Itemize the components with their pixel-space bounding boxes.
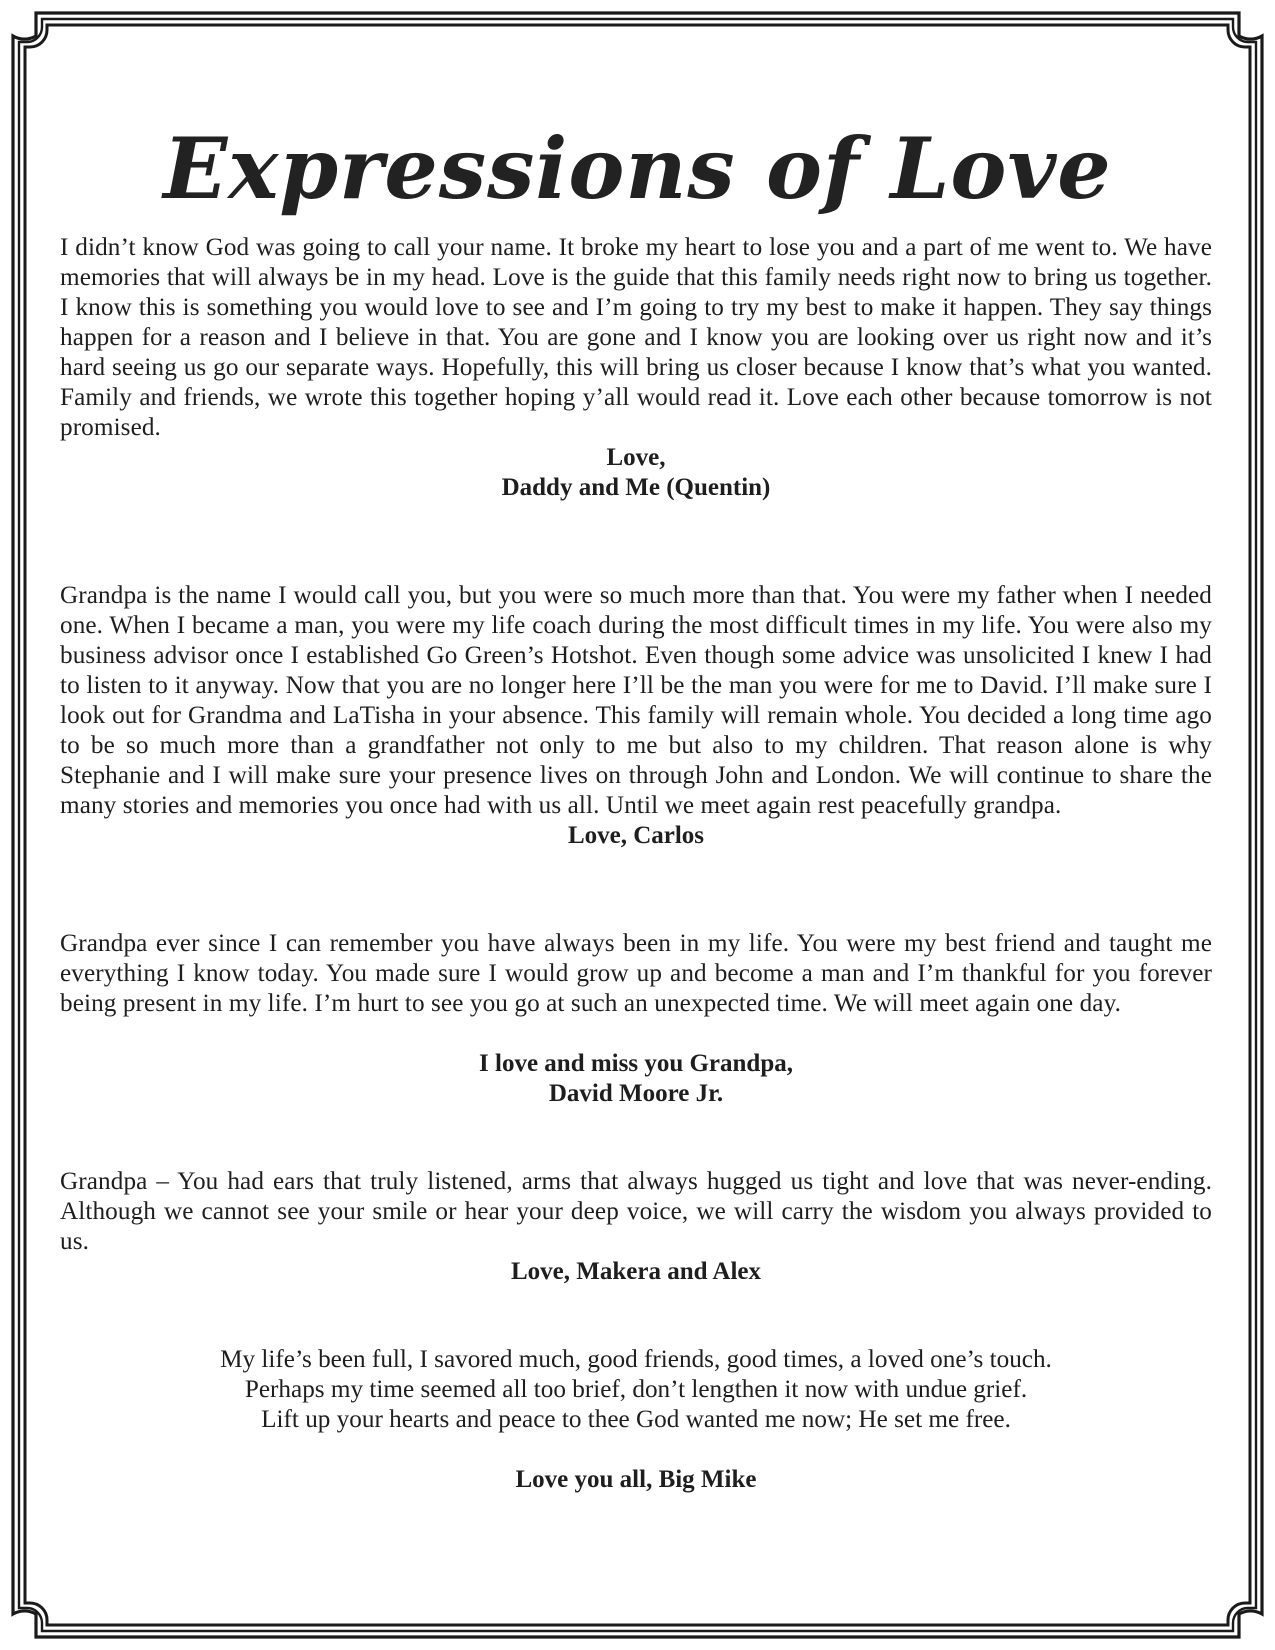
spacer [60,1435,1212,1465]
tribute-signature: Love, Carlos [567,822,705,849]
poem-signature: Love you all, Big Mike [515,1466,757,1493]
page-title: Expressions of Love [163,119,1112,219]
tribute-carlos [60,581,1212,851]
tribute-body: Grandpa is the name I would call you, but you were so much more than that. You were my father when I needed one. When I became a man, you were my life coach during the most difficult times in my life. You were also my business advisor once I established Go Green’s Hotshot. Even though some advice was unsolicited I knew I had to listen to it anyway. Now that you are no longer here I’ll be the man you were for me to David. I’ll make sure I look out for Grandma and LaTisha in your absence. This family will remain whole. You decided a long time ago to be so much more than a grandfather not only to me but also to my children. That reason alone is why Stephanie and I will make sure your presence lives on through John and London. We will continue to share the many stories and memories you once had with us all. Until we meet again rest peacefully grandpa. [60,582,1212,819]
tribute-body: Grandpa – You had ears that truly listened, arms that always hugged us tight and love that was never-ending. Although we cannot see your smile or hear your deep voice, we will carry the wisdom you always provided to us. [60,1168,1212,1255]
poem-line: Lift up your hearts and peace to thee God wanted me now; He set me free. [261,1406,1011,1433]
spacer [60,851,1212,929]
tribute-signature: David Moore Jr. [548,1080,724,1107]
spacer [60,503,1212,581]
tribute-body: Grandpa ever since I can remember you have always been in my life. You were my best friend and taught me everything I know today. You made sure I would grow up and become a man and I’m thankful for you forever being present in my life. I’m hurt to see you go at such an unexpected time. We will meet again one day. [60,930,1212,1017]
tribute-body: I didn’t know God was going to call your name. It broke my heart to lose you and a part of me went to. We have memories that will always be in my head. Love is the guide that this family needs right now to bring us together. I know this is something you would love to see and I’m going to try my best to make it happen. They say things happen for a reason and I believe in that. You are gone and I know you are looking over us right now and it’s hard seeing us go our separate ways. Hopefully, this will bring us closer because I know that’s what you wanted. Family and friends, we wrote this together hoping y’all would read it. Love each other because tomorrow is not promised. [60,234,1212,441]
poem-big-mike [60,1345,1212,1495]
tribute-david-moore-jr [60,929,1212,1109]
tribute-signature: Daddy and Me (Quentin) [501,474,771,501]
tribute-makera-alex [60,1167,1212,1287]
poem-line: Perhaps my time seemed all too brief, don’t lengthen it now with undue grief. [244,1376,1028,1403]
tribute-signature: Love, [606,444,666,471]
spacer [60,1109,1212,1167]
tribute-signature: I love and miss you Grandpa, [479,1050,793,1077]
tribute-quentin [60,233,1212,503]
tribute-signature: Love, Makera and Alex [511,1258,761,1285]
tributes-content [60,233,1212,1495]
poem-line: My life’s been full, I savored much, good friends, good times, a loved one’s touch. [220,1346,1052,1373]
spacer [60,1287,1212,1345]
spacer [60,1019,1212,1049]
